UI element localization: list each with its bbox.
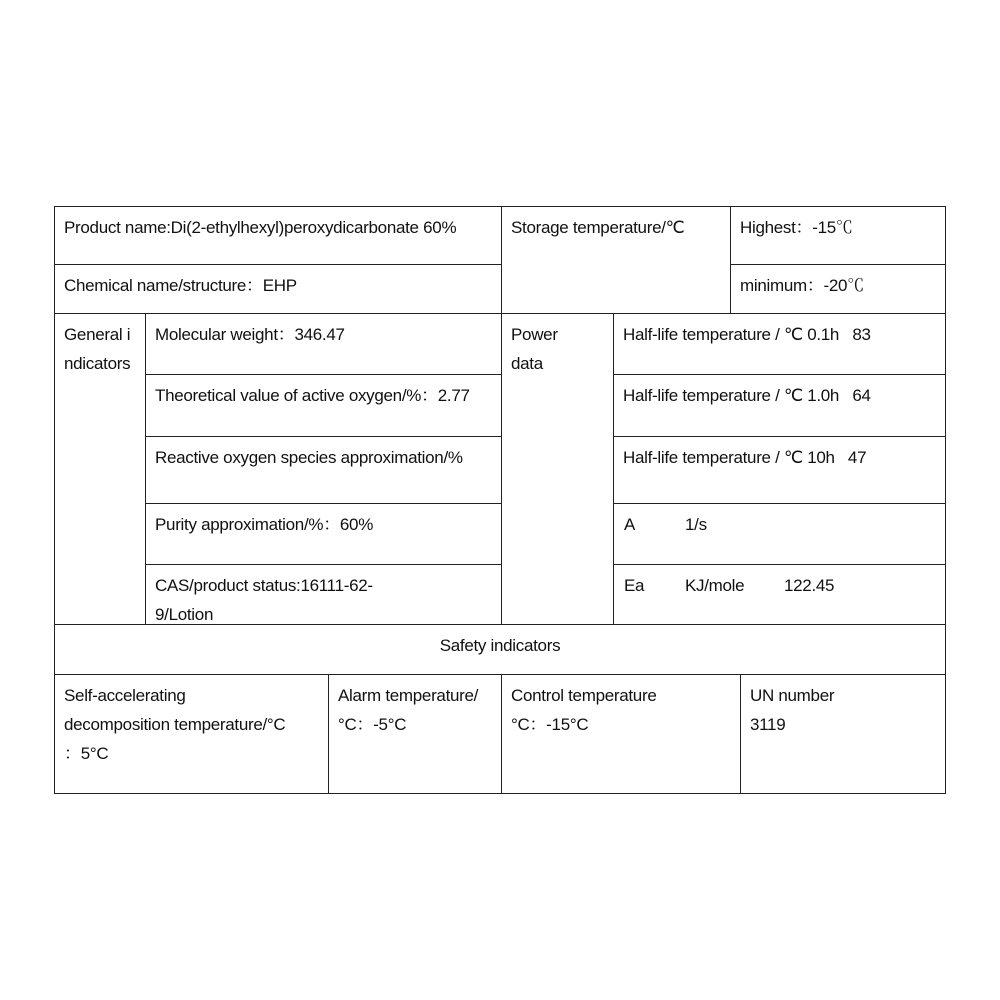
ea-unit: KJ/mole xyxy=(685,576,745,595)
active-oxygen-cell: Theoretical value of active oxygen/%：2.77 xyxy=(145,374,502,437)
storage-temperature-label: Storage temperature/℃ xyxy=(501,206,731,314)
half-life-0.1h: Half-life temperature / ℃ 0.1h 83 xyxy=(613,313,946,375)
storage-highest: Highest：-15℃ xyxy=(730,206,946,265)
alarm-temperature-cell: Alarm temperature/°C：-5°C xyxy=(328,674,502,794)
un-number-label: UN number xyxy=(750,686,835,705)
product-name-cell: Product name:Di(2-ethylhexyl)peroxydicarbonate 60% xyxy=(54,206,502,265)
control-temperature-cell: Control temperature °C：-15°C xyxy=(501,674,741,794)
storage-minimum: minimum：-20℃ xyxy=(730,264,946,314)
ea-cell xyxy=(613,564,946,625)
a-factor-cell xyxy=(613,503,946,565)
purity-cell: Purity approximation/%：60% xyxy=(145,503,502,565)
half-life-10h: Half-life temperature / ℃ 10h 47 xyxy=(613,436,946,504)
reactive-oxygen-cell: Reactive oxygen species approximation/% xyxy=(145,436,502,504)
molecular-weight-cell: Molecular weight：346.47 xyxy=(145,313,502,375)
un-number-value: 3119 xyxy=(750,715,786,734)
power-data-label: Power data xyxy=(501,313,614,625)
half-life-1.0h: Half-life temperature / ℃ 1.0h 64 xyxy=(613,374,946,437)
un-number-cell xyxy=(740,674,946,794)
ea-value: 122.45 xyxy=(784,576,835,595)
safety-indicators-heading: Safety indicators xyxy=(54,624,946,675)
chemical-name-cell: Chemical name/structure：EHP xyxy=(54,264,502,314)
ea-symbol: Ea xyxy=(624,576,645,595)
a-unit: 1/s xyxy=(685,515,707,534)
sadt-cell: Self-accelerating decomposition temperature/°C ：5°C xyxy=(54,674,329,794)
general-indicators-label: General indicators xyxy=(54,313,146,625)
cas-cell: CAS/product status:16111-62-9/Lotion xyxy=(145,564,502,625)
a-symbol: A xyxy=(624,515,636,534)
